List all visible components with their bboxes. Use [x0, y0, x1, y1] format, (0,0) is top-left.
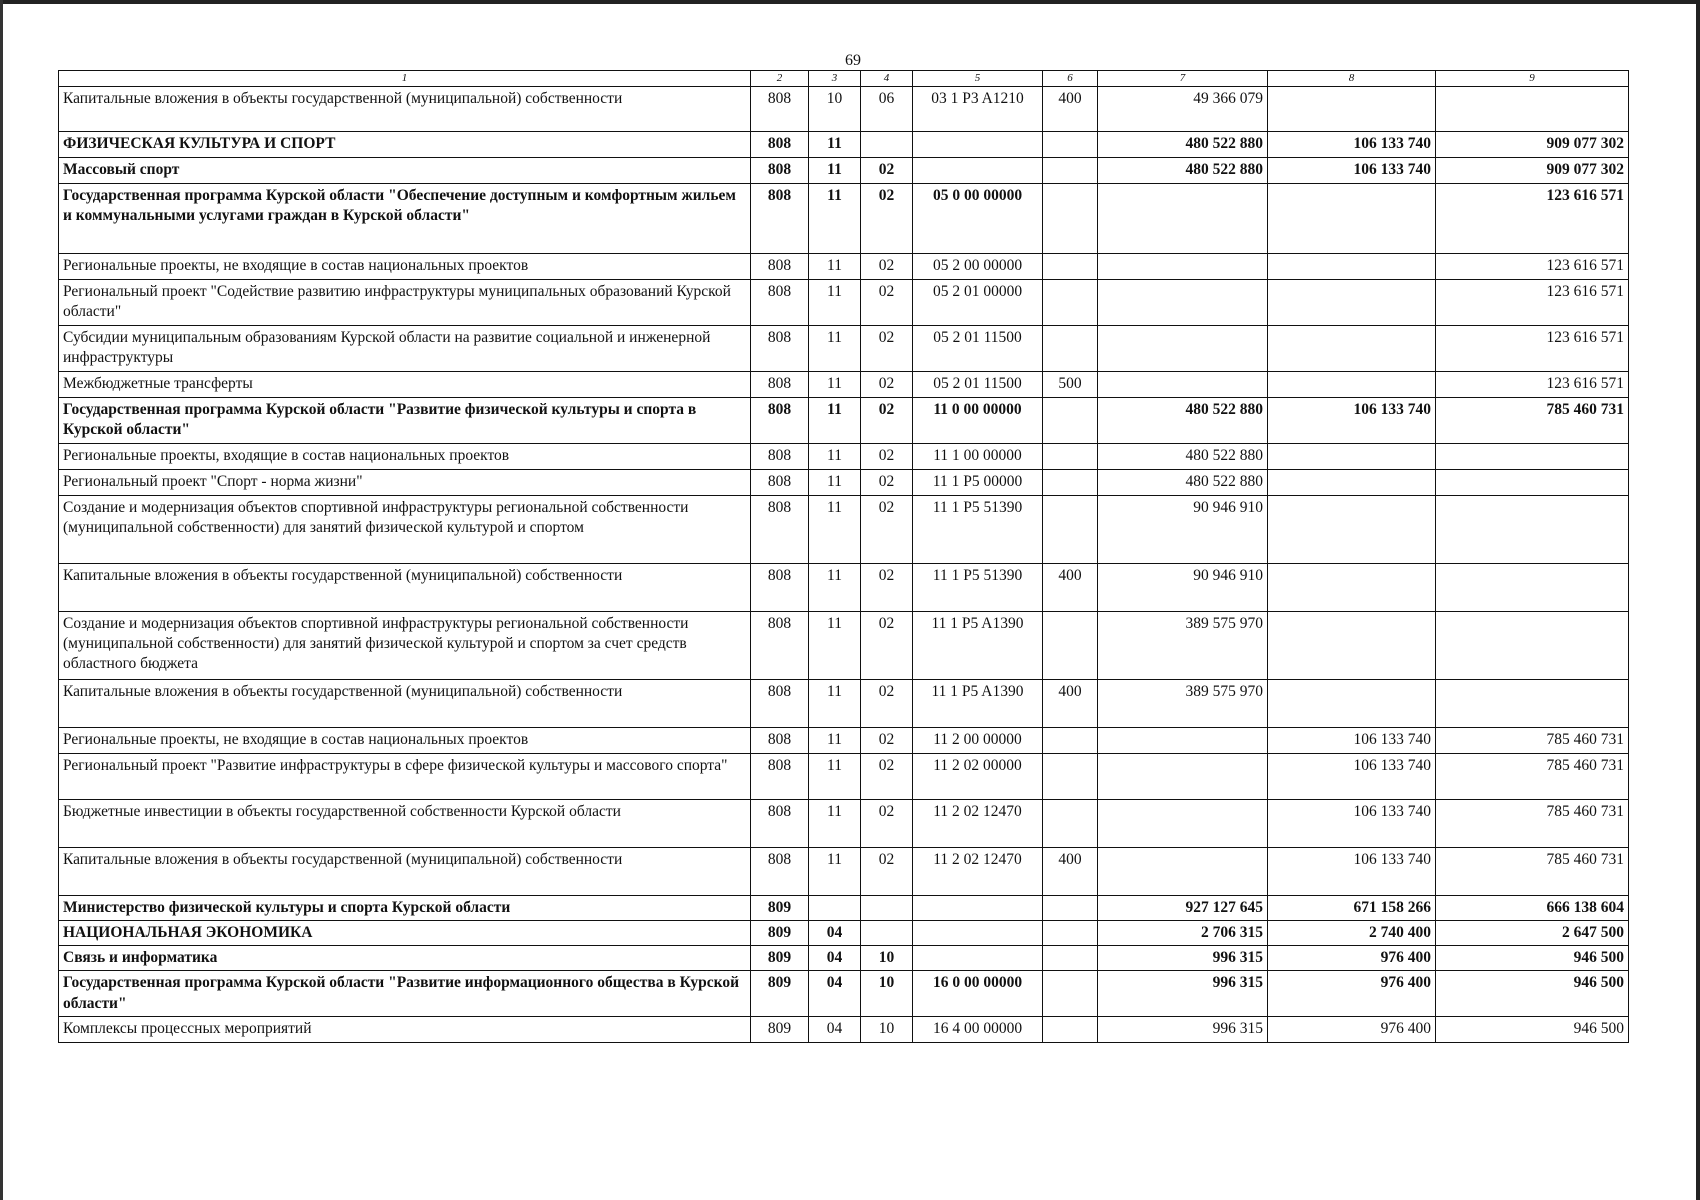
table-row — [59, 372, 1629, 398]
item-name: Государственная программа Курской области "Обеспечение доступным и комфортным жильем и коммунальными услугами граждан в Курской области" — [59, 184, 751, 254]
amount-col7 — [1098, 848, 1268, 896]
section-code: 11 — [809, 326, 861, 372]
amount-col9: 785 460 731 — [1436, 398, 1629, 444]
subsection-code: 02 — [861, 398, 913, 444]
table-row — [59, 496, 1629, 564]
expense-type-code — [1043, 496, 1098, 564]
target-article-code: 11 2 02 12470 — [913, 848, 1043, 896]
target-article-code: 16 4 00 00000 — [913, 1017, 1043, 1043]
target-article-code: 11 1 P5 00000 — [913, 470, 1043, 496]
ministry-code: 809 — [751, 971, 809, 1017]
target-article-code — [913, 946, 1043, 971]
amount-col7: 90 946 910 — [1098, 564, 1268, 612]
target-article-code: 11 1 00 00000 — [913, 444, 1043, 470]
section-code: 11 — [809, 800, 861, 848]
target-article-code: 11 1 P5 A1390 — [913, 680, 1043, 728]
subsection-code: 02 — [861, 184, 913, 254]
subsection-code: 02 — [861, 280, 913, 326]
ministry-code: 808 — [751, 496, 809, 564]
expense-type-code — [1043, 971, 1098, 1017]
expense-type-code — [1043, 398, 1098, 444]
target-article-code: 16 0 00 00000 — [913, 971, 1043, 1017]
amount-col7: 480 522 880 — [1098, 398, 1268, 444]
item-name: Региональный проект "Спорт - норма жизни" — [59, 470, 751, 496]
target-article-code: 05 2 01 00000 — [913, 280, 1043, 326]
amount-col7: 480 522 880 — [1098, 444, 1268, 470]
subsection-code: 02 — [861, 326, 913, 372]
ministry-code: 808 — [751, 612, 809, 680]
ministry-code: 808 — [751, 800, 809, 848]
section-code: 04 — [809, 1017, 861, 1043]
amount-col9: 123 616 571 — [1436, 326, 1629, 372]
target-article-code: 11 2 02 12470 — [913, 800, 1043, 848]
amount-col8: 671 158 266 — [1268, 896, 1436, 921]
expense-type-code — [1043, 728, 1098, 754]
amount-col7 — [1098, 326, 1268, 372]
target-article-code — [913, 158, 1043, 184]
item-name: ФИЗИЧЕСКАЯ КУЛЬТУРА И СПОРТ — [59, 132, 751, 158]
expense-type-code — [1043, 444, 1098, 470]
ministry-code: 808 — [751, 754, 809, 800]
section-code: 11 — [809, 132, 861, 158]
amount-col8: 106 133 740 — [1268, 398, 1436, 444]
section-code: 11 — [809, 728, 861, 754]
section-code: 11 — [809, 254, 861, 280]
amount-col8 — [1268, 612, 1436, 680]
expense-type-code — [1043, 754, 1098, 800]
ministry-code: 808 — [751, 398, 809, 444]
amount-col8: 2 740 400 — [1268, 921, 1436, 946]
amount-col9: 123 616 571 — [1436, 184, 1629, 254]
section-code: 11 — [809, 680, 861, 728]
section-code: 11 — [809, 398, 861, 444]
amount-col9: 2 647 500 — [1436, 921, 1629, 946]
column-header: 3 — [809, 71, 861, 87]
item-name: Создание и модернизация объектов спортивной инфраструктуры региональной собственности (муниципальной собственности) для занятий физической культурой и спортом — [59, 496, 751, 564]
target-article-code: 05 2 00 00000 — [913, 254, 1043, 280]
amount-col9: 785 460 731 — [1436, 754, 1629, 800]
expense-type-code — [1043, 800, 1098, 848]
target-article-code: 11 0 00 00000 — [913, 398, 1043, 444]
section-code: 10 — [809, 87, 861, 132]
target-article-code: 05 2 01 11500 — [913, 372, 1043, 398]
target-article-code: 11 2 00 00000 — [913, 728, 1043, 754]
amount-col9: 785 460 731 — [1436, 848, 1629, 896]
expense-type-code — [1043, 921, 1098, 946]
subsection-code: 02 — [861, 728, 913, 754]
table-row — [59, 444, 1629, 470]
subsection-code: 02 — [861, 158, 913, 184]
target-article-code: 11 2 02 00000 — [913, 754, 1043, 800]
amount-col8 — [1268, 254, 1436, 280]
item-name: Капитальные вложения в объекты государственной (муниципальной) собственности — [59, 564, 751, 612]
table-row — [59, 971, 1629, 1017]
amount-col8: 106 133 740 — [1268, 848, 1436, 896]
subsection-code: 02 — [861, 848, 913, 896]
target-article-code: 05 2 01 11500 — [913, 326, 1043, 372]
ministry-code: 809 — [751, 946, 809, 971]
section-code: 11 — [809, 848, 861, 896]
amount-col7 — [1098, 800, 1268, 848]
ministry-code: 808 — [751, 470, 809, 496]
amount-col9 — [1436, 87, 1629, 132]
amount-col7: 90 946 910 — [1098, 496, 1268, 564]
section-code — [809, 896, 861, 921]
target-article-code: 11 1 P5 51390 — [913, 496, 1043, 564]
subsection-code: 02 — [861, 612, 913, 680]
amount-col9: 785 460 731 — [1436, 800, 1629, 848]
table-row — [59, 680, 1629, 728]
target-article-code: 11 1 P5 A1390 — [913, 612, 1043, 680]
item-name: Субсидии муниципальным образованиям Курской области на развитие социальной и инженерной инфраструктуры — [59, 326, 751, 372]
ministry-code: 808 — [751, 280, 809, 326]
subsection-code — [861, 132, 913, 158]
expense-type-code: 400 — [1043, 848, 1098, 896]
ministry-code: 808 — [751, 87, 809, 132]
ministry-code: 809 — [751, 896, 809, 921]
item-name: Государственная программа Курской области "Развитие информационного общества в Курской области" — [59, 971, 751, 1017]
amount-col8 — [1268, 564, 1436, 612]
expense-type-code: 400 — [1043, 680, 1098, 728]
scan-edge-top — [0, 0, 1700, 4]
budget-table — [58, 70, 1629, 1043]
amount-col9: 666 138 604 — [1436, 896, 1629, 921]
subsection-code: 02 — [861, 444, 913, 470]
ministry-code: 808 — [751, 372, 809, 398]
item-name: Региональный проект "Развитие инфраструктуры в сфере физической культуры и массового спорта" — [59, 754, 751, 800]
amount-col7 — [1098, 254, 1268, 280]
column-number-row — [59, 71, 1629, 87]
section-code: 11 — [809, 470, 861, 496]
subsection-code — [861, 921, 913, 946]
section-code: 11 — [809, 612, 861, 680]
section-code: 11 — [809, 496, 861, 564]
ministry-code: 808 — [751, 326, 809, 372]
section-code: 11 — [809, 184, 861, 254]
amount-col7 — [1098, 372, 1268, 398]
amount-col9 — [1436, 470, 1629, 496]
ministry-code: 809 — [751, 1017, 809, 1043]
section-code: 04 — [809, 921, 861, 946]
amount-col7: 480 522 880 — [1098, 132, 1268, 158]
target-article-code: 05 0 00 00000 — [913, 184, 1043, 254]
item-name: Массовый спорт — [59, 158, 751, 184]
ministry-code: 808 — [751, 564, 809, 612]
subsection-code: 02 — [861, 680, 913, 728]
budget-sheet — [58, 70, 1628, 1043]
amount-col8: 976 400 — [1268, 1017, 1436, 1043]
table-row — [59, 728, 1629, 754]
item-name: Капитальные вложения в объекты государственной (муниципальной) собственности — [59, 87, 751, 132]
amount-col7: 2 706 315 — [1098, 921, 1268, 946]
amount-col8 — [1268, 470, 1436, 496]
item-name: Связь и информатика — [59, 946, 751, 971]
subsection-code: 10 — [861, 971, 913, 1017]
expense-type-code — [1043, 184, 1098, 254]
expense-type-code — [1043, 280, 1098, 326]
table-row — [59, 848, 1629, 896]
amount-col9 — [1436, 680, 1629, 728]
section-code: 11 — [809, 754, 861, 800]
subsection-code — [861, 896, 913, 921]
amount-col9: 785 460 731 — [1436, 728, 1629, 754]
section-code: 11 — [809, 372, 861, 398]
amount-col8 — [1268, 496, 1436, 564]
subsection-code: 10 — [861, 946, 913, 971]
table-row — [59, 470, 1629, 496]
item-name: Региональные проекты, входящие в состав национальных проектов — [59, 444, 751, 470]
section-code: 11 — [809, 158, 861, 184]
amount-col9: 123 616 571 — [1436, 372, 1629, 398]
item-name: Бюджетные инвестиции в объекты государственной собственности Курской области — [59, 800, 751, 848]
subsection-code: 02 — [861, 254, 913, 280]
ministry-code: 808 — [751, 848, 809, 896]
amount-col8 — [1268, 372, 1436, 398]
expense-type-code — [1043, 158, 1098, 184]
item-name: Государственная программа Курской области "Развитие физической культуры и спорта в Курской области" — [59, 398, 751, 444]
section-code: 04 — [809, 946, 861, 971]
table-row — [59, 754, 1629, 800]
amount-col7: 389 575 970 — [1098, 680, 1268, 728]
amount-col9: 909 077 302 — [1436, 132, 1629, 158]
scan-edge-right — [1696, 0, 1700, 1200]
column-header: 4 — [861, 71, 913, 87]
amount-col7: 996 315 — [1098, 971, 1268, 1017]
section-code: 04 — [809, 971, 861, 1017]
table-row — [59, 946, 1629, 971]
expense-type-code — [1043, 470, 1098, 496]
ministry-code: 808 — [751, 444, 809, 470]
expense-type-code — [1043, 1017, 1098, 1043]
item-name: НАЦИОНАЛЬНАЯ ЭКОНОМИКА — [59, 921, 751, 946]
section-code: 11 — [809, 564, 861, 612]
subsection-code: 02 — [861, 800, 913, 848]
amount-col7: 996 315 — [1098, 1017, 1268, 1043]
item-name: Региональный проект "Содействие развитию инфраструктуры муниципальных образований Курской области" — [59, 280, 751, 326]
page-number: 69 — [845, 52, 861, 69]
amount-col8 — [1268, 87, 1436, 132]
table-row — [59, 132, 1629, 158]
expense-type-code — [1043, 612, 1098, 680]
expense-type-code: 500 — [1043, 372, 1098, 398]
section-code: 11 — [809, 444, 861, 470]
target-article-code — [913, 921, 1043, 946]
subsection-code: 02 — [861, 754, 913, 800]
expense-type-code — [1043, 326, 1098, 372]
amount-col8: 106 133 740 — [1268, 728, 1436, 754]
subsection-code: 02 — [861, 470, 913, 496]
amount-col7 — [1098, 184, 1268, 254]
amount-col9: 123 616 571 — [1436, 254, 1629, 280]
target-article-code: 03 1 P3 A1210 — [913, 87, 1043, 132]
column-header: 6 — [1043, 71, 1098, 87]
amount-col9: 946 500 — [1436, 1017, 1629, 1043]
subsection-code: 02 — [861, 496, 913, 564]
target-article-code — [913, 132, 1043, 158]
amount-col7: 996 315 — [1098, 946, 1268, 971]
table-row — [59, 184, 1629, 254]
amount-col9: 946 500 — [1436, 946, 1629, 971]
expense-type-code — [1043, 132, 1098, 158]
ministry-code: 808 — [751, 158, 809, 184]
amount-col8: 976 400 — [1268, 971, 1436, 1017]
table-row — [59, 1017, 1629, 1043]
column-header: 2 — [751, 71, 809, 87]
item-name: Создание и модернизация объектов спортивной инфраструктуры региональной собственности (муниципальной собственности) для занятий физической культурой и спортом за счет средств областного бюджета — [59, 612, 751, 680]
target-article-code: 11 1 P5 51390 — [913, 564, 1043, 612]
column-header: 1 — [59, 71, 751, 87]
scan-edge-left — [0, 0, 3, 1200]
table-row — [59, 326, 1629, 372]
column-header: 5 — [913, 71, 1043, 87]
item-name: Капитальные вложения в объекты государственной (муниципальной) собственности — [59, 848, 751, 896]
amount-col7: 49 366 079 — [1098, 87, 1268, 132]
item-name: Капитальные вложения в объекты государственной (муниципальной) собственности — [59, 680, 751, 728]
amount-col8: 106 133 740 — [1268, 800, 1436, 848]
ministry-code: 808 — [751, 254, 809, 280]
table-row — [59, 158, 1629, 184]
ministry-code: 808 — [751, 132, 809, 158]
item-name: Региональные проекты, не входящие в состав национальных проектов — [59, 254, 751, 280]
expense-type-code — [1043, 254, 1098, 280]
amount-col9 — [1436, 564, 1629, 612]
amount-col7: 480 522 880 — [1098, 470, 1268, 496]
amount-col8 — [1268, 680, 1436, 728]
table-row — [59, 280, 1629, 326]
amount-col7: 927 127 645 — [1098, 896, 1268, 921]
ministry-code: 808 — [751, 184, 809, 254]
amount-col8: 106 133 740 — [1268, 158, 1436, 184]
amount-col7 — [1098, 280, 1268, 326]
amount-col9: 123 616 571 — [1436, 280, 1629, 326]
table-row — [59, 800, 1629, 848]
amount-col7: 389 575 970 — [1098, 612, 1268, 680]
table-row — [59, 896, 1629, 921]
subsection-code: 10 — [861, 1017, 913, 1043]
item-name: Региональные проекты, не входящие в состав национальных проектов — [59, 728, 751, 754]
item-name: Межбюджетные трансферты — [59, 372, 751, 398]
amount-col7 — [1098, 728, 1268, 754]
amount-col9 — [1436, 444, 1629, 470]
ministry-code: 809 — [751, 921, 809, 946]
amount-col9: 946 500 — [1436, 971, 1629, 1017]
amount-col8 — [1268, 326, 1436, 372]
subsection-code: 02 — [861, 564, 913, 612]
amount-col8 — [1268, 184, 1436, 254]
expense-type-code — [1043, 946, 1098, 971]
amount-col8: 106 133 740 — [1268, 754, 1436, 800]
amount-col9 — [1436, 612, 1629, 680]
expense-type-code: 400 — [1043, 564, 1098, 612]
subsection-code: 02 — [861, 372, 913, 398]
table-row — [59, 254, 1629, 280]
table-row — [59, 87, 1629, 132]
column-header: 9 — [1436, 71, 1629, 87]
item-name: Комплексы процессных мероприятий — [59, 1017, 751, 1043]
amount-col7: 480 522 880 — [1098, 158, 1268, 184]
table-row — [59, 398, 1629, 444]
expense-type-code — [1043, 896, 1098, 921]
column-header: 7 — [1098, 71, 1268, 87]
item-name: Министерство физической культуры и спорта Курской области — [59, 896, 751, 921]
amount-col8: 976 400 — [1268, 946, 1436, 971]
column-header: 8 — [1268, 71, 1436, 87]
table-row — [59, 921, 1629, 946]
amount-col8 — [1268, 280, 1436, 326]
target-article-code — [913, 896, 1043, 921]
subsection-code: 06 — [861, 87, 913, 132]
ministry-code: 808 — [751, 728, 809, 754]
amount-col8: 106 133 740 — [1268, 132, 1436, 158]
ministry-code: 808 — [751, 680, 809, 728]
table-row — [59, 612, 1629, 680]
expense-type-code: 400 — [1043, 87, 1098, 132]
table-row — [59, 564, 1629, 612]
amount-col7 — [1098, 754, 1268, 800]
amount-col9 — [1436, 496, 1629, 564]
section-code: 11 — [809, 280, 861, 326]
amount-col9: 909 077 302 — [1436, 158, 1629, 184]
amount-col8 — [1268, 444, 1436, 470]
